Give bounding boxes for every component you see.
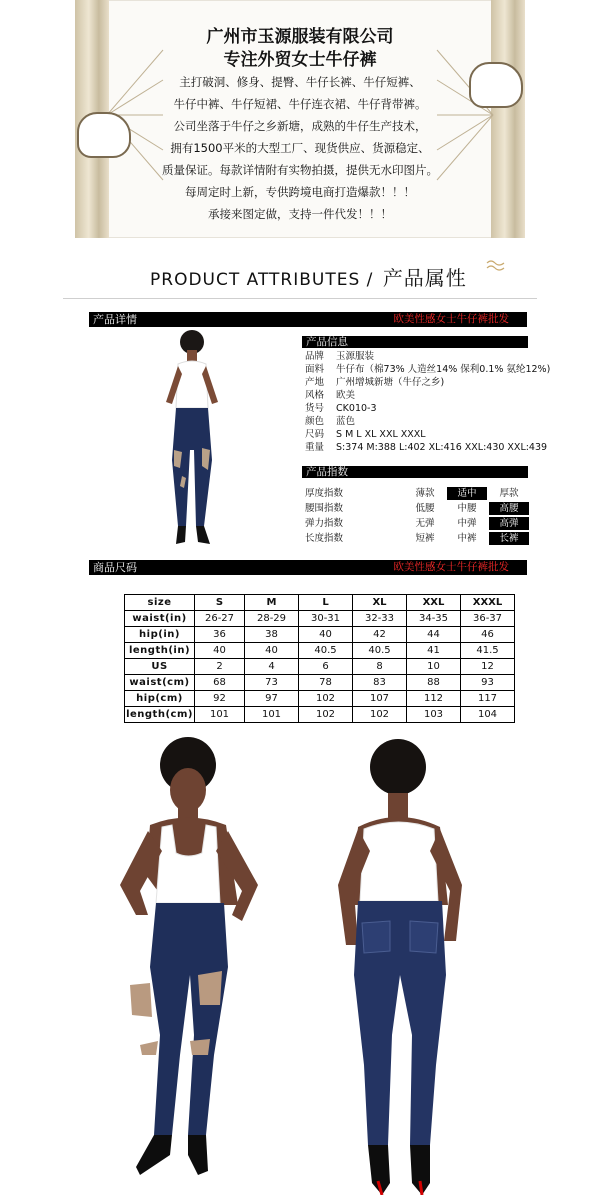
index-row-stretch (305, 517, 527, 530)
table-cell: 41.5 (461, 643, 515, 659)
index-option: 无弹 (415, 518, 435, 529)
banner-line: 承接来图定做，支持一件代发！！！ (208, 207, 392, 221)
table-cell: 117 (461, 691, 515, 707)
info-key: 货号 (305, 403, 325, 414)
table-cell: 78 (299, 675, 353, 691)
table-cell: hip(in) (125, 627, 195, 643)
index-row-waist (305, 502, 527, 515)
table-cell: 6 (299, 659, 353, 675)
table-cell: 97 (245, 691, 299, 707)
table-cell: 28-29 (245, 611, 299, 627)
table-cell: length(cm) (125, 707, 195, 723)
table-cell: waist(in) (125, 611, 195, 627)
table-cell: waist(cm) (125, 675, 195, 691)
table-cell: 40 (195, 643, 245, 659)
table-cell: 102 (299, 707, 353, 723)
heading-zh: 产品属性 (382, 266, 467, 290)
table-cell: 101 (195, 707, 245, 723)
table-cell: S (195, 595, 245, 611)
table-cell: 32-33 (353, 611, 407, 627)
index-option: 中弹 (457, 518, 477, 529)
table-row (125, 627, 515, 643)
info-row-sizes (305, 429, 426, 441)
index-option: 厚款 (499, 488, 519, 499)
table-cell: 10 (407, 659, 461, 675)
model-front-thumbnail (152, 330, 238, 558)
info-value: CK010-3 (336, 403, 377, 414)
table-cell: 4 (245, 659, 299, 675)
index-key: 厚度指数 (305, 488, 344, 499)
table-cell: 12 (461, 659, 515, 675)
banner-line: 拥有1500平米的大型工厂、现货供应、货源稳定、 (170, 141, 430, 155)
table-cell: 88 (407, 675, 461, 691)
info-row-color (305, 416, 355, 428)
product-detail-bar (89, 312, 527, 327)
info-key: 重量 (305, 442, 325, 453)
wave-decoration-icon (486, 258, 506, 272)
table-cell: 8 (353, 659, 407, 675)
table-row (125, 611, 515, 627)
product-attributes-heading (150, 262, 467, 291)
banner-line: 质量保证。每款详情附有实物拍摄，提供无水印图片。 (162, 163, 438, 177)
table-cell: length(in) (125, 643, 195, 659)
info-value: 蓝色 (336, 416, 356, 427)
heading-en: PRODUCT ATTRIBUTES (150, 270, 361, 290)
table-row (125, 707, 515, 723)
table-cell: 30-31 (299, 611, 353, 627)
index-key: 弹力指数 (305, 518, 344, 529)
info-key: 品牌 (305, 351, 325, 362)
index-option: 低腰 (415, 503, 435, 514)
index-key: 长度指数 (305, 533, 344, 544)
table-cell: 40.5 (299, 643, 353, 659)
table-cell: 36-37 (461, 611, 515, 627)
product-index-bar: 产品指数 (302, 466, 528, 478)
banner-line: 公司坐落于牛仔之乡新塘，成熟的牛仔生产技术， (173, 119, 427, 133)
index-option-selected: 长裤 (489, 532, 529, 545)
table-cell: 40 (299, 627, 353, 643)
info-row-style (305, 390, 355, 402)
index-option-selected: 高弹 (489, 517, 529, 530)
info-key: 颜色 (305, 416, 325, 427)
table-cell: 42 (353, 627, 407, 643)
info-value: S:374 M:388 L:402 XL:416 XXL:430 XXL:439 (336, 442, 548, 453)
index-option: 短裤 (415, 533, 435, 544)
size-bar (89, 560, 527, 575)
table-cell: XL (353, 595, 407, 611)
table-cell: US (125, 659, 195, 675)
info-row-brand (305, 351, 374, 363)
table-row (125, 643, 515, 659)
table-cell: size (125, 595, 195, 611)
table-cell: 41 (407, 643, 461, 659)
table-cell: 101 (245, 707, 299, 723)
banner-line: 每周定时上新，专供跨境电商打造爆款！！！ (185, 185, 415, 199)
product-detail-label: 产品详情 (93, 313, 137, 326)
divider (63, 298, 537, 299)
index-option-selected: 适中 (447, 487, 487, 500)
table-cell: 40 (245, 643, 299, 659)
table-cell: 38 (245, 627, 299, 643)
table-cell: 26-27 (195, 611, 245, 627)
model-front-photo (110, 735, 280, 1195)
info-row-weight (305, 442, 547, 454)
info-key: 尺码 (305, 429, 325, 440)
banner-line: 牛仔中裤、牛仔短裙、牛仔连衣裙、牛仔背带裤。 (173, 97, 427, 111)
table-cell: 107 (353, 691, 407, 707)
table-cell: 93 (461, 675, 515, 691)
table-cell: 104 (461, 707, 515, 723)
table-cell: 2 (195, 659, 245, 675)
info-value: 广州增城新塘（牛仔之乡) (336, 377, 445, 388)
size-subtitle: 欧美性感女士牛仔裤批发 (393, 561, 509, 573)
table-cell: 46 (461, 627, 515, 643)
product-detail-subtitle: 欧美性感女士牛仔裤批发 (393, 313, 509, 325)
info-row-origin (305, 377, 444, 389)
size-label: 商品尺码 (93, 561, 137, 574)
table-cell: 92 (195, 691, 245, 707)
table-cell: XXXL (461, 595, 515, 611)
table-cell: L (299, 595, 353, 611)
index-option: 中裤 (457, 533, 477, 544)
company-banner (75, 0, 525, 238)
table-row (125, 675, 515, 691)
table-cell: 44 (407, 627, 461, 643)
size-table-header (125, 595, 515, 611)
index-option: 薄款 (415, 488, 435, 499)
info-row-sku (305, 403, 377, 415)
index-option: 中腰 (457, 503, 477, 514)
model-back-photo (330, 735, 480, 1195)
index-row-length (305, 532, 527, 545)
table-row (125, 691, 515, 707)
table-cell: 68 (195, 675, 245, 691)
index-key: 腰围指数 (305, 503, 344, 514)
table-cell: 103 (407, 707, 461, 723)
company-tagline: 专注外贸女士牛仔裤 (223, 50, 377, 70)
index-row-thickness (305, 487, 527, 500)
info-key: 风格 (305, 390, 325, 401)
info-value: S M L XL XXL XXXL (336, 429, 426, 440)
table-cell: 112 (407, 691, 461, 707)
table-row (125, 659, 515, 675)
table-cell: 40.5 (353, 643, 407, 659)
table-cell: hip(cm) (125, 691, 195, 707)
table-cell: 102 (299, 691, 353, 707)
banner-line: 主打破洞、修身、提臀、牛仔长裤、牛仔短裤、 (179, 75, 421, 89)
info-value: 欧美 (336, 390, 356, 401)
info-key: 面料 (305, 364, 325, 375)
info-value: 牛仔布（棉73% 人造丝14% 保利0.1% 氨纶12%) (336, 364, 551, 375)
info-row-fabric (305, 364, 550, 376)
info-key: 产地 (305, 377, 325, 388)
table-cell: 102 (353, 707, 407, 723)
table-cell: 34-35 (407, 611, 461, 627)
table-cell: 36 (195, 627, 245, 643)
index-option-selected: 高腰 (489, 502, 529, 515)
table-cell: 83 (353, 675, 407, 691)
table-cell: 73 (245, 675, 299, 691)
product-info-bar: 产品信息 (302, 336, 528, 348)
company-name: 广州市玉源服装有限公司 (206, 27, 394, 47)
info-value: 玉源服装 (336, 351, 375, 362)
size-table (124, 594, 515, 723)
table-cell: XXL (407, 595, 461, 611)
heading-slash: / (366, 270, 374, 290)
table-cell: M (245, 595, 299, 611)
